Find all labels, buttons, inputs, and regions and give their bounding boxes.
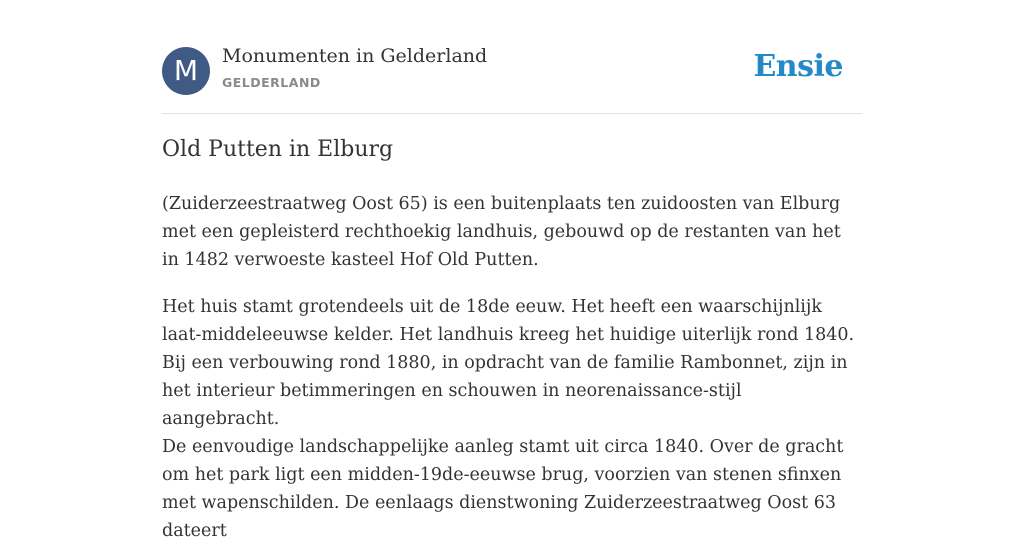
source-header (162, 0, 862, 114)
article-paragraph-2: Het huis stamt grotendeels uit de 18de eeuw. Het heeft een waarschijnlijk laat-middeleeuwse kelder. Het landhuis kreeg het huidige uiterlijk rond 1840. Bij een verbouwing rond 1880, in opdracht van de familie Rambonnet, zijn in het interieur betimmeringen en schouwen in neorenaissance-stijl aangebracht. (162, 297, 855, 429)
article-paragraph-3: De eenvoudige landschappelijke aanleg stamt uit circa 1840. Over de gracht om het park ligt een midden-19de-eeuwse brug, voorzien van stenen sfinxen met wapenschilden. De eenlaags dienstwoning Zuiderzeestraatweg Oost 63 dateert (162, 437, 844, 541)
source-name-link[interactable]: Monumenten in Gelderland (222, 45, 488, 67)
article-title: Old Putten in Elburg (162, 137, 394, 162)
article-page (162, 0, 862, 541)
article-paragraph-1: (Zuiderzeestraatweg Oost 65) is een buitenplaats ten zuidoosten van Elburg met een gepleisterd rechthoekig landhuis, gebouwd op de restanten van het in 1482 verwoeste kasteel Hof Old Putten. (162, 194, 841, 270)
source-avatar[interactable]: M (162, 47, 210, 95)
source-region-label: GELDERLAND (222, 75, 321, 90)
ensie-logo[interactable]: Ensie (753, 49, 843, 84)
